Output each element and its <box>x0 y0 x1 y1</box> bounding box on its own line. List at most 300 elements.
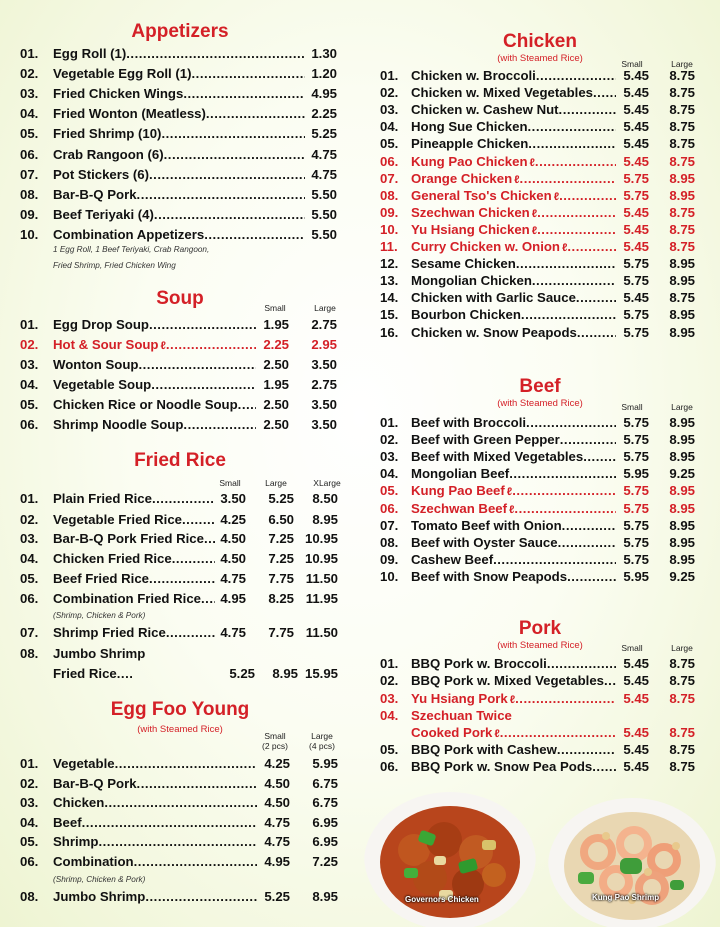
fried-rice-item <box>20 571 350 589</box>
price-small: 4.50 <box>220 531 246 546</box>
price-small: 5.45 <box>623 221 649 237</box>
governors-chicken-photo <box>364 780 536 927</box>
price-xlarge: 8.50 <box>312 491 338 506</box>
item-number: 01. <box>20 46 39 61</box>
price-large: 8.25 <box>268 591 294 606</box>
beef-large-header: Large <box>671 402 693 412</box>
price-small: 5.75 <box>623 415 649 430</box>
item-name: Bar-B-Q Pork <box>53 776 137 791</box>
item-name: Orange Chicken <box>411 170 513 186</box>
item-number: 06. <box>20 854 39 869</box>
item-number: 01. <box>380 656 399 671</box>
item-name: BBQ Pork w. Snow Pea Pods <box>411 759 593 775</box>
fried-rice-xlarge-header: XLarge <box>313 478 341 488</box>
soup-item <box>20 337 350 355</box>
item-name: Yu Hsiang Chicken <box>411 221 530 237</box>
item-number: 14. <box>380 290 399 306</box>
chicken-item <box>380 68 700 86</box>
efy-item <box>20 776 350 794</box>
efy-item <box>20 854 350 872</box>
appetizer-item <box>20 147 350 165</box>
price-small: 5.75 <box>623 307 649 323</box>
item-number: 02. <box>20 776 39 791</box>
price-small: 4.95 <box>264 854 290 869</box>
price-price: 1.20 <box>311 66 337 82</box>
price-small: 1.95 <box>263 317 289 332</box>
item-name: Beef <box>53 815 82 830</box>
item-number: 08. <box>380 534 399 550</box>
beef-item <box>380 535 700 553</box>
item-name: Beef Teriyaki (4) <box>53 206 154 222</box>
price-xlarge: 10.95 <box>304 531 338 546</box>
price-small: 2.25 <box>263 337 289 352</box>
price-price: 4.75 <box>311 166 337 182</box>
fried-rice-title: Fried Rice <box>134 450 226 471</box>
price-small: 5.75 <box>623 432 649 448</box>
efy-small-subheader: (2 pcs) <box>262 741 288 751</box>
beef-title: Beef <box>519 376 561 397</box>
item-number: 05. <box>20 397 39 412</box>
item-name: Egg Roll (1) <box>53 46 127 61</box>
item-name: Hong Sue Chicken <box>411 119 528 135</box>
price-price: 5.50 <box>311 186 337 202</box>
soup-item <box>20 397 350 415</box>
item-name: Bar-B-Q Pork <box>53 186 137 202</box>
item-name: Pot Stickers (6) <box>53 166 150 182</box>
item-name: BBQ Pork w. Mixed Vegetables <box>411 673 604 689</box>
price-large: 8.95 <box>272 666 298 681</box>
item-name: Combination <box>53 854 134 869</box>
fried-rice-item <box>20 531 350 549</box>
pork-item <box>380 742 700 760</box>
beef-item <box>380 449 700 467</box>
governors-chicken-image <box>364 780 536 927</box>
price-large: 8.95 <box>669 324 695 340</box>
price-large: 8.75 <box>669 725 695 740</box>
price-large: 9.25 <box>669 568 695 584</box>
item-name: Wonton Soup <box>53 357 139 372</box>
beef-item <box>380 415 700 433</box>
pork-small-header: Small <box>621 643 643 653</box>
price-large: 7.25 <box>268 531 294 546</box>
item-name: Fried Shrimp (10) <box>53 126 162 142</box>
price-large: 8.95 <box>669 273 695 289</box>
chicken-item <box>380 85 700 103</box>
price-price: 5.50 <box>311 226 337 242</box>
price-xlarge: 11.50 <box>305 625 338 640</box>
item-name: Mongolian Chicken <box>411 273 532 289</box>
price-small: 2.50 <box>263 357 289 372</box>
price-small: 5.75 <box>623 273 649 289</box>
item-number: 05. <box>380 136 399 152</box>
fried-rice-item-jumbo-line1 <box>20 646 350 664</box>
beef-item <box>380 518 700 536</box>
price-large: 8.95 <box>669 432 695 448</box>
price-xlarge: 10.95 <box>304 551 338 566</box>
fried-rice-item <box>20 512 350 530</box>
price-small: 5.45 <box>623 759 649 775</box>
item-name: Egg Drop Soup <box>53 317 149 332</box>
price-large: 8.95 <box>669 256 695 272</box>
price-small: 5.95 <box>623 568 649 584</box>
soup-item <box>20 377 350 395</box>
price-small: 4.25 <box>264 756 290 771</box>
chili-icon: ℓ <box>514 173 520 186</box>
item-name: BBQ Pork w. Broccoli <box>411 656 547 671</box>
fried-rice-large-header: Large <box>265 478 287 488</box>
item-number: 09. <box>380 551 399 567</box>
item-name: Kung Pao Chicken <box>411 153 528 169</box>
chicken-small-header: Small <box>621 59 643 69</box>
appetizers-combo-note: 1 Egg Roll, 1 Beef Teriyaki, Crab Rangoon, <box>53 245 210 254</box>
pork-item-twice-line2 <box>380 725 700 743</box>
price-large: 8.95 <box>669 415 695 430</box>
item-name: Yu Hsiang Pork <box>411 690 508 706</box>
price-large: 8.75 <box>669 239 695 254</box>
price-small: 5.45 <box>623 673 649 689</box>
item-number: 05. <box>380 742 399 757</box>
item-number: 08. <box>20 646 39 661</box>
item-name: Beef with Mixed Vegetables <box>411 449 584 465</box>
price-large: 5.25 <box>268 491 294 506</box>
price-small: 5.25 <box>264 889 290 904</box>
efy-item <box>20 756 350 774</box>
item-number: 02. <box>20 512 39 527</box>
price-large: 8.75 <box>669 759 695 775</box>
price-small: 5.75 <box>623 170 649 186</box>
price-large: 8.95 <box>669 483 695 499</box>
chili-icon: ℓ <box>531 207 538 220</box>
item-number: 04. <box>20 551 39 566</box>
price-price: 2.25 <box>311 106 337 122</box>
price-small: 4.75 <box>264 815 290 830</box>
price-xlarge: 11.50 <box>305 571 338 586</box>
price-small: 5.75 <box>623 187 649 203</box>
item-name: Jumbo Shrimp <box>53 889 146 904</box>
price-small: 5.45 <box>623 725 649 740</box>
chili-icon: ℓ <box>506 486 513 499</box>
pork-item <box>380 691 700 709</box>
item-number: 06. <box>20 417 39 432</box>
price-large: 6.95 <box>312 834 338 849</box>
item-number: 04. <box>20 377 39 392</box>
chili-icon: ℓ <box>529 156 535 169</box>
item-number: 03. <box>20 531 39 546</box>
price-small: 5.45 <box>623 204 649 220</box>
item-name: Shrimp Fried Rice <box>53 625 166 640</box>
price-large: 2.95 <box>311 337 337 352</box>
item-name: Pineapple Chicken <box>411 136 529 152</box>
chicken-title: Chicken <box>503 31 577 52</box>
item-number: 04. <box>20 106 39 122</box>
price-large: 5.95 <box>312 756 338 771</box>
appetizer-item <box>20 106 350 124</box>
item-name: Jumbo Shrimp <box>53 646 146 661</box>
fried-rice-combo-note: (Shrimp, Chicken & Pork) <box>53 611 146 620</box>
chicken-subtitle: (with Steamed Rice) <box>497 53 583 64</box>
item-number: 06. <box>380 759 399 775</box>
item-number: 09. <box>380 204 399 220</box>
soup-large-header: Large <box>314 303 336 313</box>
item-number: 03. <box>20 86 39 102</box>
price-large: 8.75 <box>669 690 695 706</box>
item-number: 03. <box>380 449 399 465</box>
beef-item <box>380 483 700 501</box>
price-large: 8.95 <box>312 889 338 904</box>
item-number: 08. <box>20 889 39 904</box>
price-large: 2.75 <box>311 377 337 392</box>
pork-item <box>380 759 700 777</box>
soup-item <box>20 417 350 435</box>
item-name: Combination Appetizers <box>53 226 205 242</box>
chicken-item <box>380 307 700 325</box>
price-small: 4.50 <box>264 776 290 791</box>
price-small: 4.75 <box>220 571 246 586</box>
price-small: 3.50 <box>220 491 246 506</box>
price-small: 5.75 <box>623 324 649 340</box>
price-small: 5.45 <box>623 239 649 254</box>
item-number: 04. <box>380 708 399 723</box>
item-number: 15. <box>380 307 399 323</box>
item-name: Crab Rangoon (6) <box>53 146 164 162</box>
item-name: Szechuan Twice <box>411 708 512 723</box>
chili-icon: ℓ <box>509 503 515 516</box>
price-small: 5.75 <box>623 551 649 567</box>
price-small: 5.75 <box>623 517 649 533</box>
item-name: Vegetable <box>53 756 115 771</box>
efy-item <box>20 795 350 813</box>
price-large: 8.75 <box>669 68 695 83</box>
item-name: Chicken Fried Rice <box>53 551 172 566</box>
price-large: 8.95 <box>669 170 695 186</box>
item-number: 01. <box>380 415 399 430</box>
item-number: 08. <box>380 187 399 203</box>
chicken-item <box>380 102 700 120</box>
price-large: 7.25 <box>312 854 338 869</box>
item-name: Beef with Broccoli <box>411 415 527 430</box>
item-name: Beef Fried Rice <box>53 571 150 586</box>
price-small: 5.45 <box>623 290 649 306</box>
price-large: 8.75 <box>669 673 695 689</box>
item-number: 01. <box>20 756 39 771</box>
egg-foo-young-title: Egg Foo Young <box>110 699 250 720</box>
item-name: General Tso's Chicken <box>411 187 552 203</box>
chicken-item <box>380 136 700 154</box>
chicken-item <box>380 239 700 257</box>
item-number: 04. <box>20 815 39 830</box>
item-name: Vegetable Fried Rice <box>53 512 182 527</box>
fried-rice-item <box>20 551 350 569</box>
item-name: Shrimp <box>53 834 99 849</box>
chicken-item <box>380 325 700 343</box>
price-large: 2.75 <box>311 317 337 332</box>
fried-rice-item-jumbo-line2 <box>20 666 350 684</box>
price-small: 5.45 <box>623 136 649 152</box>
price-large: 6.50 <box>268 512 294 527</box>
item-number: 02. <box>20 66 39 82</box>
chicken-item <box>380 273 700 291</box>
chicken-item <box>380 256 700 274</box>
pork-large-header: Large <box>671 643 693 653</box>
price-small: 1.95 <box>263 377 289 392</box>
item-name: Szechwan Chicken <box>411 204 530 220</box>
item-number: 01. <box>20 317 39 332</box>
chicken-item <box>380 222 700 240</box>
item-number: 02. <box>20 337 39 352</box>
price-large: 8.95 <box>669 449 695 465</box>
item-name: Bourbon Chicken <box>411 307 521 323</box>
price-small: 5.25 <box>229 666 255 681</box>
item-number: 01. <box>20 491 39 506</box>
price-small: 5.75 <box>623 534 649 550</box>
price-small: 5.45 <box>623 68 649 83</box>
price-large: 8.75 <box>669 742 695 757</box>
price-price: 5.25 <box>311 126 337 142</box>
item-name: Chicken Rice or Noodle Soup <box>53 397 238 412</box>
price-large: 8.95 <box>669 307 695 323</box>
beef-item <box>380 501 700 519</box>
price-large: 8.75 <box>669 85 695 101</box>
price-small: 5.75 <box>623 483 649 499</box>
item-name: Bar-B-Q Pork Fried Rice <box>53 531 204 546</box>
item-number: 10. <box>380 221 399 237</box>
efy-combo-note: (Shrimp, Chicken & Pork) <box>53 875 146 884</box>
price-small: 5.75 <box>623 449 649 465</box>
chicken-item <box>380 154 700 172</box>
soup-item <box>20 317 350 335</box>
item-number: 11. <box>380 239 398 254</box>
item-number: 16. <box>380 324 399 340</box>
chili-icon: ℓ <box>494 728 500 740</box>
kung-pao-shrimp-photo <box>548 788 716 927</box>
pork-item-twice-line1 <box>380 708 700 726</box>
item-number: 03. <box>380 690 399 706</box>
pork-subtitle: (with Steamed Rice) <box>497 640 583 651</box>
price-small: 5.45 <box>623 690 649 706</box>
item-name: Vegetable Soup <box>53 377 152 392</box>
price-small: 5.45 <box>623 85 649 101</box>
item-number: 10. <box>20 226 39 242</box>
appetizer-item <box>20 126 350 144</box>
price-large: 9.25 <box>669 466 695 482</box>
efy-item <box>20 889 350 907</box>
pork-title: Pork <box>518 618 562 639</box>
price-small: 4.50 <box>264 795 290 810</box>
appetizer-item <box>20 46 350 64</box>
appetizer-item <box>20 66 350 84</box>
chicken-item <box>380 188 700 206</box>
item-name-cont: Fried Rice <box>53 666 117 681</box>
item-name: Vegetable Egg Roll (1) <box>53 66 192 82</box>
item-name: Combination Fried Rice <box>53 591 202 606</box>
item-name-cont: Cooked Pork <box>411 725 493 740</box>
price-xlarge: 8.95 <box>312 512 338 527</box>
item-name: Curry Chicken w. Onion <box>411 239 560 254</box>
item-number: 05. <box>20 126 39 142</box>
price-large: 8.75 <box>669 290 695 306</box>
price-large: 8.95 <box>669 187 695 203</box>
governors-chicken-label: Governors Chicken <box>405 895 479 904</box>
item-number: 06. <box>20 146 39 162</box>
price-large: 3.50 <box>311 357 337 372</box>
price-large: 8.75 <box>669 204 695 220</box>
item-name: Fried Wonton (Meatless) <box>53 106 206 122</box>
price-price: 4.75 <box>311 146 337 162</box>
item-name: Tomato Beef with Onion <box>411 517 562 533</box>
item-name: Shrimp Noodle Soup <box>53 417 184 432</box>
price-large: 6.75 <box>312 795 338 810</box>
item-number: 03. <box>20 357 39 372</box>
beef-subtitle: (with Steamed Rice) <box>497 398 583 409</box>
item-number: 07. <box>380 517 399 533</box>
item-number: 05. <box>20 571 39 586</box>
price-price: 5.50 <box>311 206 337 222</box>
item-number: 07. <box>380 170 399 186</box>
price-large: 8.75 <box>669 656 695 671</box>
price-small: 5.75 <box>623 256 649 272</box>
price-large: 7.75 <box>268 571 294 586</box>
price-small: 2.50 <box>263 397 289 412</box>
price-small: 5.45 <box>623 656 649 671</box>
beef-item <box>380 466 700 484</box>
item-number: 03. <box>380 102 399 118</box>
price-small: 5.45 <box>623 102 649 118</box>
beef-small-header: Small <box>621 402 643 412</box>
item-name: Chicken w. Snow Peapods <box>411 324 577 340</box>
price-large: 8.75 <box>669 136 695 152</box>
price-small: 5.45 <box>623 153 649 169</box>
kung-pao-shrimp-label: Kung Pao Shrimp <box>592 893 660 902</box>
price-small: 4.25 <box>220 512 246 527</box>
item-name: Beef with Oyster Sauce <box>411 534 558 550</box>
price-large: 6.95 <box>312 815 338 830</box>
item-name: BBQ Pork with Cashew <box>411 742 557 757</box>
price-large: 8.75 <box>669 119 695 135</box>
item-number: 04. <box>380 466 399 482</box>
price-large: 7.25 <box>268 551 294 566</box>
egg-foo-young-subtitle: (with Steamed Rice) <box>137 724 223 735</box>
appetizer-item <box>20 227 350 245</box>
item-number: 07. <box>20 625 39 640</box>
item-name: Beef with Snow Peapods <box>411 568 568 584</box>
item-number: 02. <box>380 432 399 448</box>
item-name: Chicken w. Mixed Vegetables <box>411 85 594 101</box>
price-large: 8.75 <box>669 102 695 118</box>
efy-small-header: Small <box>264 731 286 741</box>
efy-large-subheader: (4 pcs) <box>309 741 335 751</box>
item-number: 05. <box>380 483 399 499</box>
price-large: 8.95 <box>669 551 695 567</box>
item-number: 01. <box>380 68 399 83</box>
price-large: 8.95 <box>669 500 695 516</box>
item-number: 09. <box>20 206 39 222</box>
price-large: 7.75 <box>268 625 294 640</box>
item-number: 12. <box>380 256 399 272</box>
item-name: Kung Pao Beef <box>411 483 505 499</box>
price-small: 4.75 <box>220 625 246 640</box>
item-number: 08. <box>20 186 39 202</box>
item-name: Chicken <box>53 795 105 810</box>
item-name: Beef with Green Pepper <box>411 432 560 448</box>
beef-item <box>380 552 700 570</box>
item-number: 05. <box>20 834 39 849</box>
chili-icon: ℓ <box>562 242 568 254</box>
appetizer-item <box>20 207 350 225</box>
soup-title: Soup <box>156 288 204 309</box>
price-price: 4.95 <box>311 86 337 102</box>
appetizer-item <box>20 187 350 205</box>
pork-item <box>380 656 700 674</box>
